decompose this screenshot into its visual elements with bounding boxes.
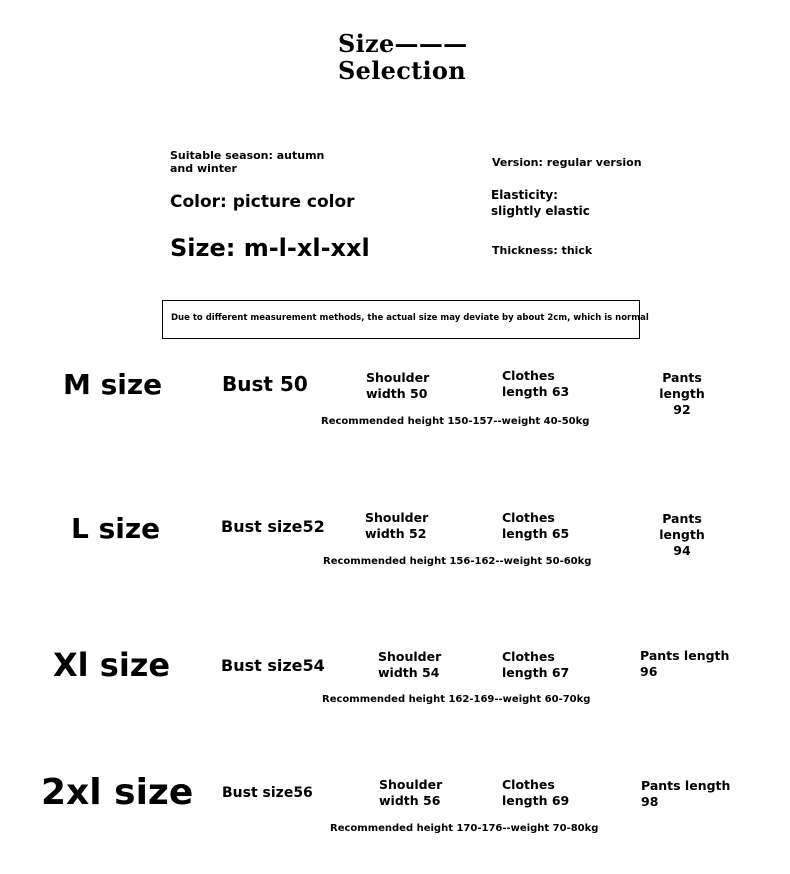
sizes-spec: Size: m-l-xl-xxl bbox=[170, 234, 370, 262]
pants-2xl bbox=[641, 778, 730, 810]
recommended-l: Recommended height 156-162--weight 50-60kg bbox=[323, 556, 592, 567]
shoulder-value: width 56 bbox=[379, 793, 441, 808]
recommended-2xl: Recommended height 170-176--weight 70-80kg bbox=[330, 823, 599, 834]
bust-2xl: Bust size56 bbox=[222, 785, 313, 801]
pants-value: 98 bbox=[641, 794, 659, 809]
shoulder-m bbox=[366, 370, 429, 402]
clothes-m bbox=[502, 368, 569, 400]
shoulder-label: Shoulder bbox=[366, 370, 430, 385]
pants-m bbox=[638, 370, 726, 418]
thickness-spec: Thickness: thick bbox=[492, 244, 593, 257]
measurement-note-box bbox=[162, 300, 649, 339]
pants-label: Pants length bbox=[659, 511, 705, 542]
season-spec: Suitable season: autumn and winter bbox=[170, 149, 325, 175]
title-line-2: Selection bbox=[338, 56, 466, 85]
clothes-label: Clothes bbox=[502, 368, 555, 383]
clothes-2xl bbox=[502, 777, 569, 809]
pants-label: Pants length bbox=[641, 778, 731, 793]
shoulder-value: width 54 bbox=[378, 665, 440, 680]
shoulder-label: Shoulder bbox=[365, 510, 429, 525]
clothes-value: length 63 bbox=[502, 384, 570, 399]
pants-label: Pants length bbox=[640, 648, 730, 663]
shoulder-l bbox=[365, 510, 428, 542]
shoulder-2xl bbox=[379, 777, 442, 809]
clothes-value: length 67 bbox=[502, 665, 570, 680]
version-spec: Version: regular version bbox=[492, 156, 642, 169]
clothes-value: length 65 bbox=[502, 526, 570, 541]
clothes-value: length 69 bbox=[502, 793, 570, 808]
size-name-2xl: 2xl size bbox=[41, 772, 194, 813]
pants-value: 92 bbox=[673, 402, 691, 417]
pants-value: 96 bbox=[640, 664, 658, 679]
size-name-xl: Xl size bbox=[53, 646, 171, 684]
color-spec: Color: picture color bbox=[170, 192, 355, 212]
pants-l bbox=[638, 511, 726, 559]
pants-value: 94 bbox=[673, 543, 691, 558]
measurement-note: Due to different measurement methods, the actual size may deviate by about 2cm, which is normal bbox=[171, 313, 649, 323]
shoulder-label: Shoulder bbox=[379, 777, 443, 792]
clothes-l bbox=[502, 510, 569, 542]
clothes-label: Clothes bbox=[502, 649, 555, 664]
shoulder-label: Shoulder bbox=[378, 649, 442, 664]
pants-xl bbox=[640, 648, 729, 680]
shoulder-xl bbox=[378, 649, 441, 681]
shoulder-value: width 52 bbox=[365, 526, 427, 541]
title-line-1: Size——— bbox=[338, 29, 468, 58]
clothes-label: Clothes bbox=[502, 510, 555, 525]
size-name-m: M size bbox=[63, 368, 163, 401]
recommended-m: Recommended height 150-157--weight 40-50kg bbox=[321, 416, 590, 427]
page-title bbox=[338, 30, 467, 84]
elasticity-spec: Elasticity: slightly elastic bbox=[491, 188, 590, 218]
bust-xl: Bust size54 bbox=[221, 656, 325, 675]
clothes-label: Clothes bbox=[502, 777, 555, 792]
bust-m: Bust 50 bbox=[222, 372, 308, 396]
clothes-xl bbox=[502, 649, 569, 681]
pants-label: Pants length bbox=[659, 370, 705, 401]
size-name-l: L size bbox=[71, 512, 161, 545]
recommended-xl: Recommended height 162-169--weight 60-70kg bbox=[322, 694, 591, 705]
shoulder-value: width 50 bbox=[366, 386, 428, 401]
bust-l: Bust size52 bbox=[221, 517, 325, 536]
